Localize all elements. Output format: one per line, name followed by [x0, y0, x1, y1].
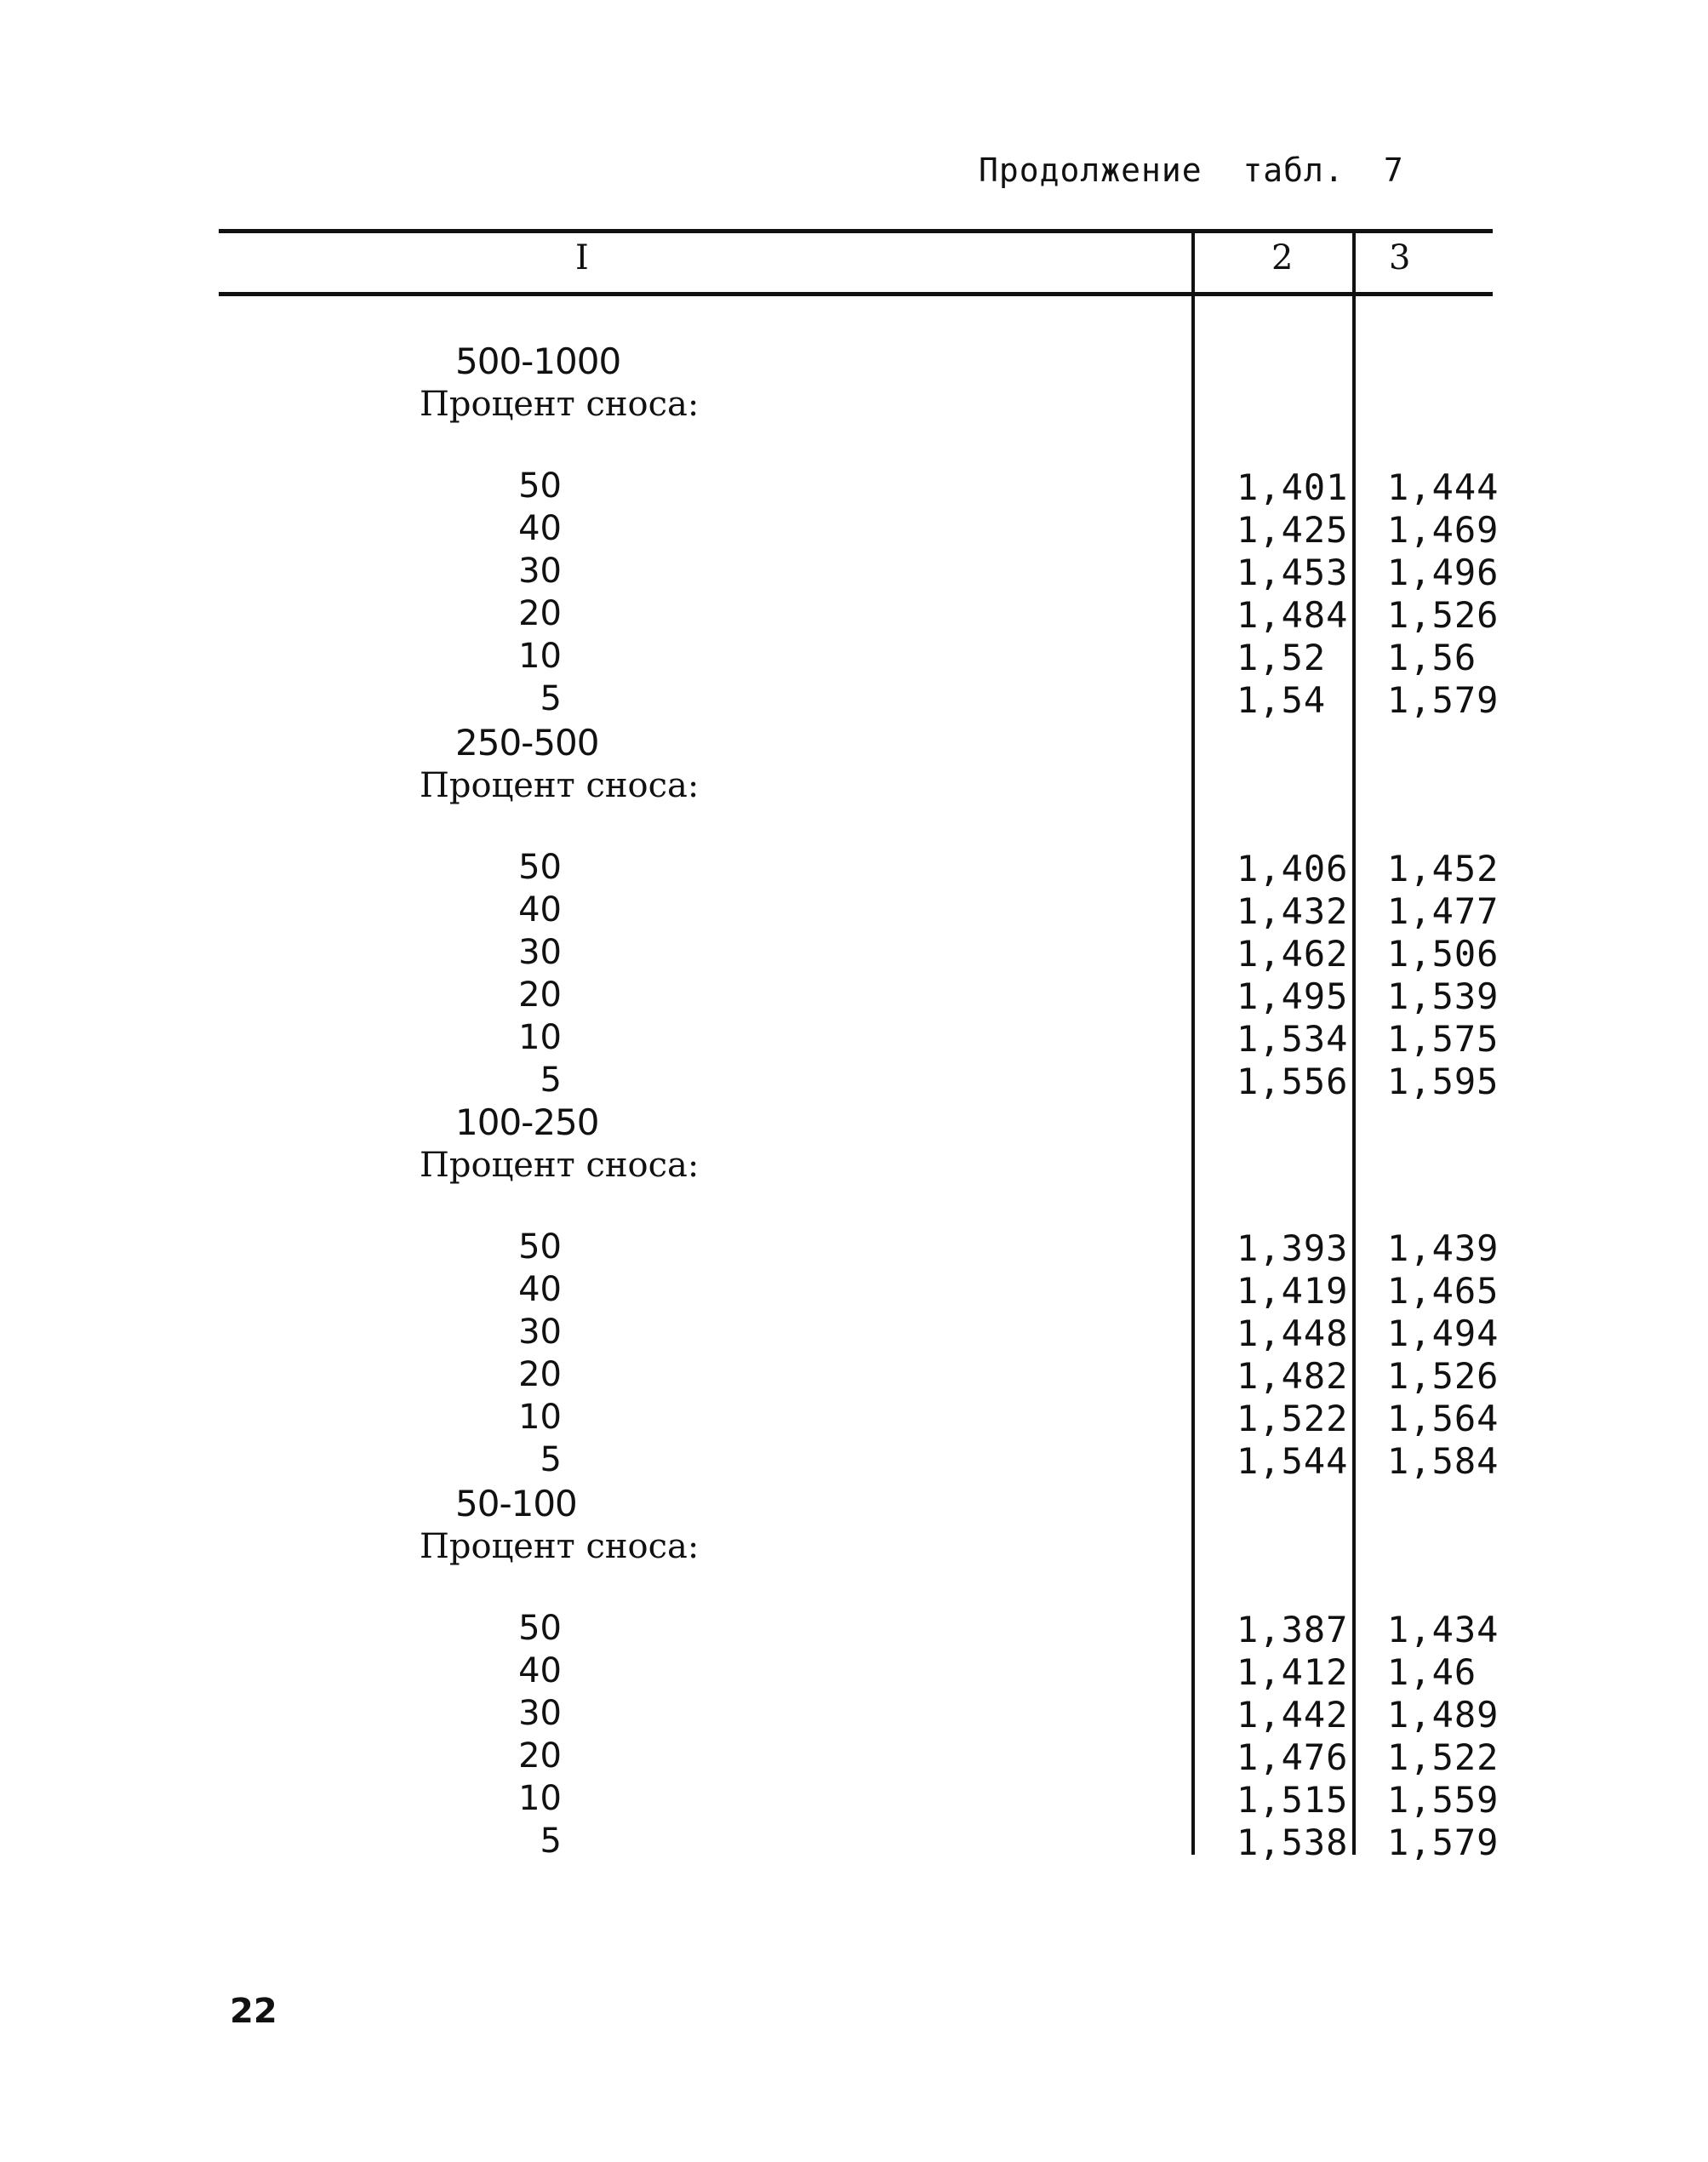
table-row [0, 1355, 1708, 1398]
percent-cell: 10 [518, 1779, 562, 1818]
percent-cell: 20 [518, 975, 562, 1015]
caption-table-number: 7 [1383, 152, 1404, 189]
value-col-3: 1,559 [1387, 1779, 1499, 1821]
table-row [0, 1651, 1708, 1694]
percent-cell: 10 [518, 1018, 562, 1057]
group-label: Процент сноса: [420, 1146, 700, 1185]
value-col-3: 1,56 [1387, 637, 1477, 678]
value-col-2: 1,522 [1237, 1398, 1349, 1439]
value-col-2: 1,54 [1237, 679, 1327, 721]
value-col-3: 1,526 [1387, 594, 1499, 636]
value-col-3: 1,522 [1387, 1736, 1499, 1778]
percent-cell: 30 [518, 933, 562, 972]
value-col-2: 1,482 [1237, 1355, 1349, 1397]
value-col-2: 1,556 [1237, 1061, 1349, 1102]
value-col-2: 1,476 [1237, 1736, 1349, 1778]
table-row [0, 1061, 1708, 1103]
table-row [0, 1609, 1708, 1651]
value-col-3: 1,575 [1387, 1018, 1499, 1060]
table-row [0, 1270, 1708, 1313]
table-top-rule [219, 229, 1493, 233]
value-col-3: 1,439 [1387, 1227, 1499, 1269]
value-col-2: 1,425 [1237, 509, 1349, 551]
value-col-3: 1,46 [1387, 1651, 1477, 1693]
value-col-2: 1,538 [1237, 1822, 1349, 1863]
row-group [0, 340, 1708, 732]
header-col-2: 2 [1271, 238, 1294, 277]
table-row [0, 1227, 1708, 1270]
value-col-3: 1,477 [1387, 890, 1499, 932]
header-bottom-rule [219, 292, 1493, 296]
value-col-2: 1,432 [1237, 890, 1349, 932]
value-col-2: 1,462 [1237, 933, 1349, 975]
group-title: 50-100 [455, 1483, 577, 1524]
value-col-2: 1,387 [1237, 1609, 1349, 1650]
value-col-2: 1,406 [1237, 848, 1349, 889]
group-label: Процент сноса: [420, 1527, 700, 1566]
table-row [0, 1736, 1708, 1779]
table-row [0, 975, 1708, 1018]
percent-cell: 40 [518, 1270, 562, 1309]
percent-cell: 20 [518, 1736, 562, 1776]
percent-cell: 5 [540, 1440, 562, 1479]
table-row [0, 1822, 1708, 1864]
value-col-2: 1,495 [1237, 975, 1349, 1017]
value-col-3: 1,564 [1387, 1398, 1499, 1439]
value-col-2: 1,448 [1237, 1313, 1349, 1354]
percent-cell: 50 [518, 466, 562, 506]
table-row [0, 1440, 1708, 1483]
header-col-3: 3 [1389, 238, 1411, 277]
page-number: 22 [230, 1992, 277, 2031]
value-col-3: 1,452 [1387, 848, 1499, 889]
value-col-2: 1,412 [1237, 1651, 1349, 1693]
table-row [0, 637, 1708, 679]
table-row [0, 1018, 1708, 1061]
header-col-1: I [575, 238, 589, 277]
percent-cell: 5 [540, 1061, 562, 1100]
percent-cell: 40 [518, 509, 562, 548]
table-row [0, 1313, 1708, 1355]
percent-cell: 40 [518, 1651, 562, 1690]
table-row [0, 1398, 1708, 1440]
table-row [0, 1694, 1708, 1736]
table-row [0, 466, 1708, 509]
value-col-2: 1,544 [1237, 1440, 1349, 1482]
table-row [0, 679, 1708, 722]
value-col-3: 1,434 [1387, 1609, 1499, 1650]
value-col-3: 1,579 [1387, 679, 1499, 721]
table-row [0, 890, 1708, 933]
row-group [0, 1483, 1708, 1874]
value-col-3: 1,465 [1387, 1270, 1499, 1312]
percent-cell: 30 [518, 1694, 562, 1733]
value-col-3: 1,506 [1387, 933, 1499, 975]
table-row [0, 933, 1708, 975]
row-group [0, 1101, 1708, 1493]
value-col-2: 1,515 [1237, 1779, 1349, 1821]
value-col-2: 1,401 [1237, 466, 1349, 508]
group-title: 250-500 [455, 722, 599, 764]
percent-cell: 40 [518, 890, 562, 929]
value-col-3: 1,494 [1387, 1313, 1499, 1354]
percent-cell: 50 [518, 848, 562, 887]
percent-cell: 30 [518, 552, 562, 591]
value-col-3: 1,584 [1387, 1440, 1499, 1482]
value-col-3: 1,539 [1387, 975, 1499, 1017]
percent-cell: 5 [540, 679, 562, 718]
value-col-3: 1,579 [1387, 1822, 1499, 1863]
table-row [0, 848, 1708, 890]
caption-text: Продолжение табл. [979, 152, 1345, 189]
percent-cell: 50 [518, 1609, 562, 1648]
table-row [0, 594, 1708, 637]
group-label: Процент сноса: [420, 766, 700, 805]
value-col-2: 1,453 [1237, 552, 1349, 593]
value-col-2: 1,393 [1237, 1227, 1349, 1269]
table-row [0, 1779, 1708, 1822]
value-col-3: 1,595 [1387, 1061, 1499, 1102]
table-row [0, 552, 1708, 594]
table-body [0, 306, 1708, 1863]
value-col-2: 1,534 [1237, 1018, 1349, 1060]
value-col-2: 1,484 [1237, 594, 1349, 636]
value-col-3: 1,496 [1387, 552, 1499, 593]
percent-cell: 20 [518, 594, 562, 633]
value-col-3: 1,489 [1387, 1694, 1499, 1736]
row-group [0, 722, 1708, 1113]
table-row [0, 509, 1708, 552]
group-label: Процент сноса: [420, 385, 700, 424]
value-col-3: 1,526 [1387, 1355, 1499, 1397]
group-title: 100-250 [455, 1101, 599, 1143]
percent-cell: 30 [518, 1313, 562, 1352]
value-col-2: 1,419 [1237, 1270, 1349, 1312]
group-title: 500-1000 [455, 340, 621, 382]
percent-cell: 10 [518, 1398, 562, 1437]
table-caption [979, 152, 1404, 189]
value-col-3: 1,444 [1387, 466, 1499, 508]
percent-cell: 5 [540, 1822, 562, 1861]
percent-cell: 10 [518, 637, 562, 676]
percent-cell: 50 [518, 1227, 562, 1267]
value-col-2: 1,442 [1237, 1694, 1349, 1736]
value-col-2: 1,52 [1237, 637, 1327, 678]
value-col-3: 1,469 [1387, 509, 1499, 551]
percent-cell: 20 [518, 1355, 562, 1394]
